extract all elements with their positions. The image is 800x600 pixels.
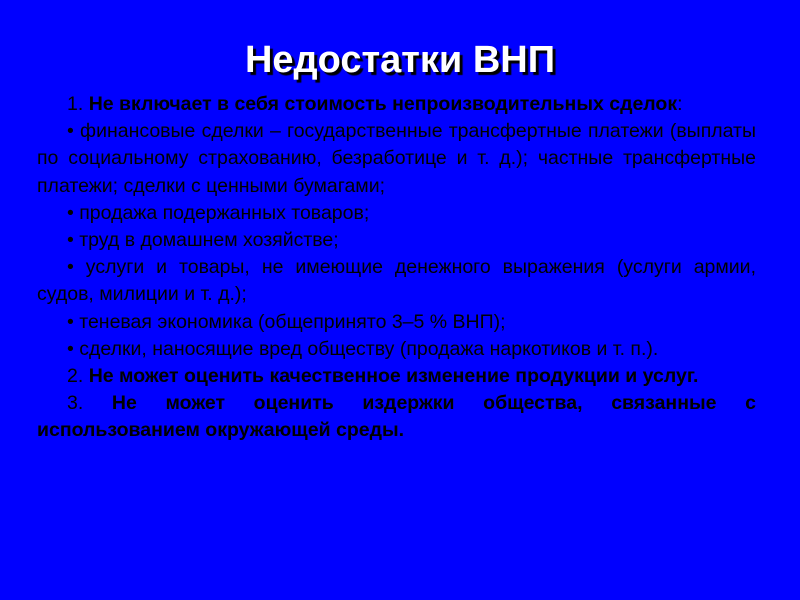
bullet-shadow-economy: • теневая экономика (общепринято 3–5 % ВНП);: [67, 310, 506, 333]
slide-title: Недостатки ВНП: [244, 39, 556, 81]
point-1: [37, 91, 756, 118]
point-1-suffix: :: [677, 93, 683, 115]
bullet-non-monetary-services: • услуги и товары, не имеющие денежного выражения (услуги армии, судов, милиции и т. д.);: [37, 256, 756, 306]
point-3: [37, 390, 756, 444]
bullet-harmful-deals: • сделки, наносящие вред обществу (продажа наркотиков и т. п.).: [67, 337, 659, 360]
point-1-text: Не включает в себя стоимость непроизводительных сделок: [88, 93, 678, 115]
bullet-household-labor: • труд в домашнем хозяйстве;: [67, 229, 339, 252]
bullet-used-goods: • продажа подержанных товаров;: [67, 201, 370, 224]
point-2: [37, 363, 756, 390]
point-3-text: Не может оценить издержки общества, связанные с использованием окружающей среды.: [37, 392, 756, 442]
point-2-number: 2.: [67, 365, 89, 388]
point-3-number: 3.: [67, 392, 112, 415]
slide-body: [37, 91, 756, 445]
point-1-number: 1.: [67, 93, 89, 115]
bullet-financial-deals: • финансовые сделки – государственные трансфертные платежи (выплаты по социальному страхованию, безработице и т. д.); частные трансфертные платежи; сделки с ценными бумагами;: [37, 120, 756, 197]
point-2-text: Не может оценить качественное изменение продукции и услуг.: [88, 365, 699, 388]
